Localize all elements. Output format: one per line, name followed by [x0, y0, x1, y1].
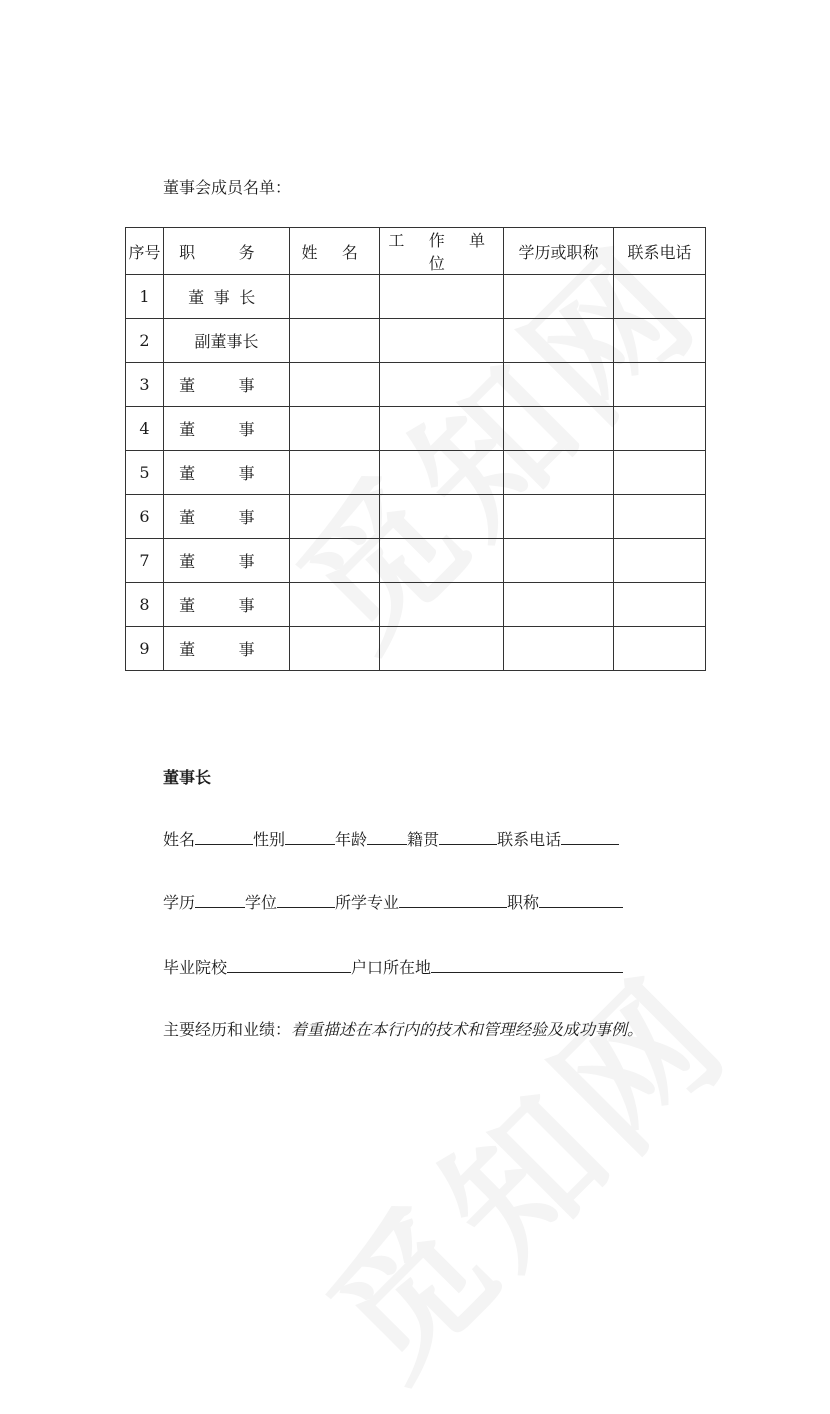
education-label: 学历: [163, 893, 196, 912]
row-position: 副董事长: [164, 319, 290, 363]
education-cell[interactable]: [504, 407, 614, 451]
major-label: 所学专业: [335, 893, 400, 912]
board-members-table: [125, 227, 706, 671]
table-header-row: [126, 228, 706, 275]
education-cell[interactable]: [504, 451, 614, 495]
row-position: 董事长: [164, 275, 290, 319]
name-cell[interactable]: [290, 539, 380, 583]
name-cell[interactable]: [290, 495, 380, 539]
household-label: 户口所在地: [351, 958, 432, 977]
phone-cell[interactable]: [614, 583, 706, 627]
education-cell[interactable]: [504, 363, 614, 407]
native-place-label: 籍贯: [407, 830, 440, 849]
chairman-school-line: [163, 955, 623, 978]
row-number: 5: [126, 451, 164, 495]
member-list-title: 董事会成员名单：: [163, 178, 292, 197]
phone-blank[interactable]: [561, 828, 619, 845]
employer-cell[interactable]: [380, 627, 504, 671]
employer-cell[interactable]: [380, 275, 504, 319]
gender-blank[interactable]: [285, 828, 335, 845]
job-title-label: 职称: [507, 893, 540, 912]
row-number: 1: [126, 275, 164, 319]
employer-cell[interactable]: [380, 319, 504, 363]
school-blank[interactable]: [227, 956, 351, 973]
header-name: 姓 名: [290, 228, 380, 275]
row-number: 3: [126, 363, 164, 407]
row-number: 2: [126, 319, 164, 363]
header-no: 序号: [126, 228, 164, 275]
row-number: 4: [126, 407, 164, 451]
phone-cell[interactable]: [614, 627, 706, 671]
education-cell[interactable]: [504, 583, 614, 627]
table-row: [126, 275, 706, 319]
name-cell[interactable]: [290, 363, 380, 407]
experience-label: 主要经历和业绩：: [163, 1020, 292, 1039]
employer-cell[interactable]: [380, 407, 504, 451]
school-label: 毕业院校: [163, 958, 228, 977]
education-cell[interactable]: [504, 495, 614, 539]
household-blank[interactable]: [431, 956, 623, 973]
table-row: [126, 627, 706, 671]
employer-cell[interactable]: [380, 539, 504, 583]
row-position: 董 事: [164, 451, 290, 495]
name-cell[interactable]: [290, 583, 380, 627]
table-row: [126, 583, 706, 627]
name-cell[interactable]: [290, 407, 380, 451]
name-cell[interactable]: [290, 451, 380, 495]
degree-label: 学位: [245, 893, 278, 912]
education-blank[interactable]: [195, 891, 245, 908]
row-position: 董 事: [164, 539, 290, 583]
name-cell[interactable]: [290, 627, 380, 671]
table-row: [126, 407, 706, 451]
table-row: [126, 495, 706, 539]
row-number: 7: [126, 539, 164, 583]
row-number: 9: [126, 627, 164, 671]
header-education: 学历或职称: [504, 228, 614, 275]
native-place-blank[interactable]: [439, 828, 497, 845]
age-blank[interactable]: [367, 828, 407, 845]
phone-cell[interactable]: [614, 451, 706, 495]
education-cell[interactable]: [504, 319, 614, 363]
phone-cell[interactable]: [614, 319, 706, 363]
row-number: 8: [126, 583, 164, 627]
name-blank[interactable]: [195, 828, 253, 845]
phone-cell[interactable]: [614, 275, 706, 319]
name-label: 姓名: [163, 830, 196, 849]
row-position: 董 事: [164, 583, 290, 627]
phone-cell[interactable]: [614, 407, 706, 451]
phone-label: 联系电话: [497, 830, 562, 849]
education-cell[interactable]: [504, 627, 614, 671]
chairman-experience-line: [163, 1017, 643, 1040]
education-cell[interactable]: [504, 539, 614, 583]
table-row: [126, 363, 706, 407]
name-cell[interactable]: [290, 319, 380, 363]
header-position: 职 务: [164, 228, 290, 275]
job-title-blank[interactable]: [539, 891, 623, 908]
employer-cell[interactable]: [380, 363, 504, 407]
table-row: [126, 319, 706, 363]
row-position: 董 事: [164, 407, 290, 451]
degree-blank[interactable]: [277, 891, 335, 908]
phone-cell[interactable]: [614, 363, 706, 407]
gender-label: 性别: [253, 830, 286, 849]
header-employer: 工 作 单 位: [380, 228, 504, 275]
row-position: 董 事: [164, 627, 290, 671]
chairman-education-line: [163, 890, 623, 913]
phone-cell[interactable]: [614, 495, 706, 539]
watermark: [274, 922, 766, 1414]
experience-hint: 着重描述在本行内的技术和管理经验及成功事例。: [291, 1020, 644, 1039]
row-number: 6: [126, 495, 164, 539]
education-cell[interactable]: [504, 275, 614, 319]
table-row: [126, 539, 706, 583]
chairman-basic-info-line: [163, 827, 619, 850]
table-row: [126, 451, 706, 495]
name-cell[interactable]: [290, 275, 380, 319]
age-label: 年龄: [335, 830, 368, 849]
major-blank[interactable]: [399, 891, 507, 908]
chairman-section-title: 董事长: [163, 768, 212, 787]
employer-cell[interactable]: [380, 583, 504, 627]
row-position: 董 事: [164, 495, 290, 539]
header-phone: 联系电话: [614, 228, 706, 275]
employer-cell[interactable]: [380, 495, 504, 539]
phone-cell[interactable]: [614, 539, 706, 583]
row-position: 董 事: [164, 363, 290, 407]
employer-cell[interactable]: [380, 451, 504, 495]
